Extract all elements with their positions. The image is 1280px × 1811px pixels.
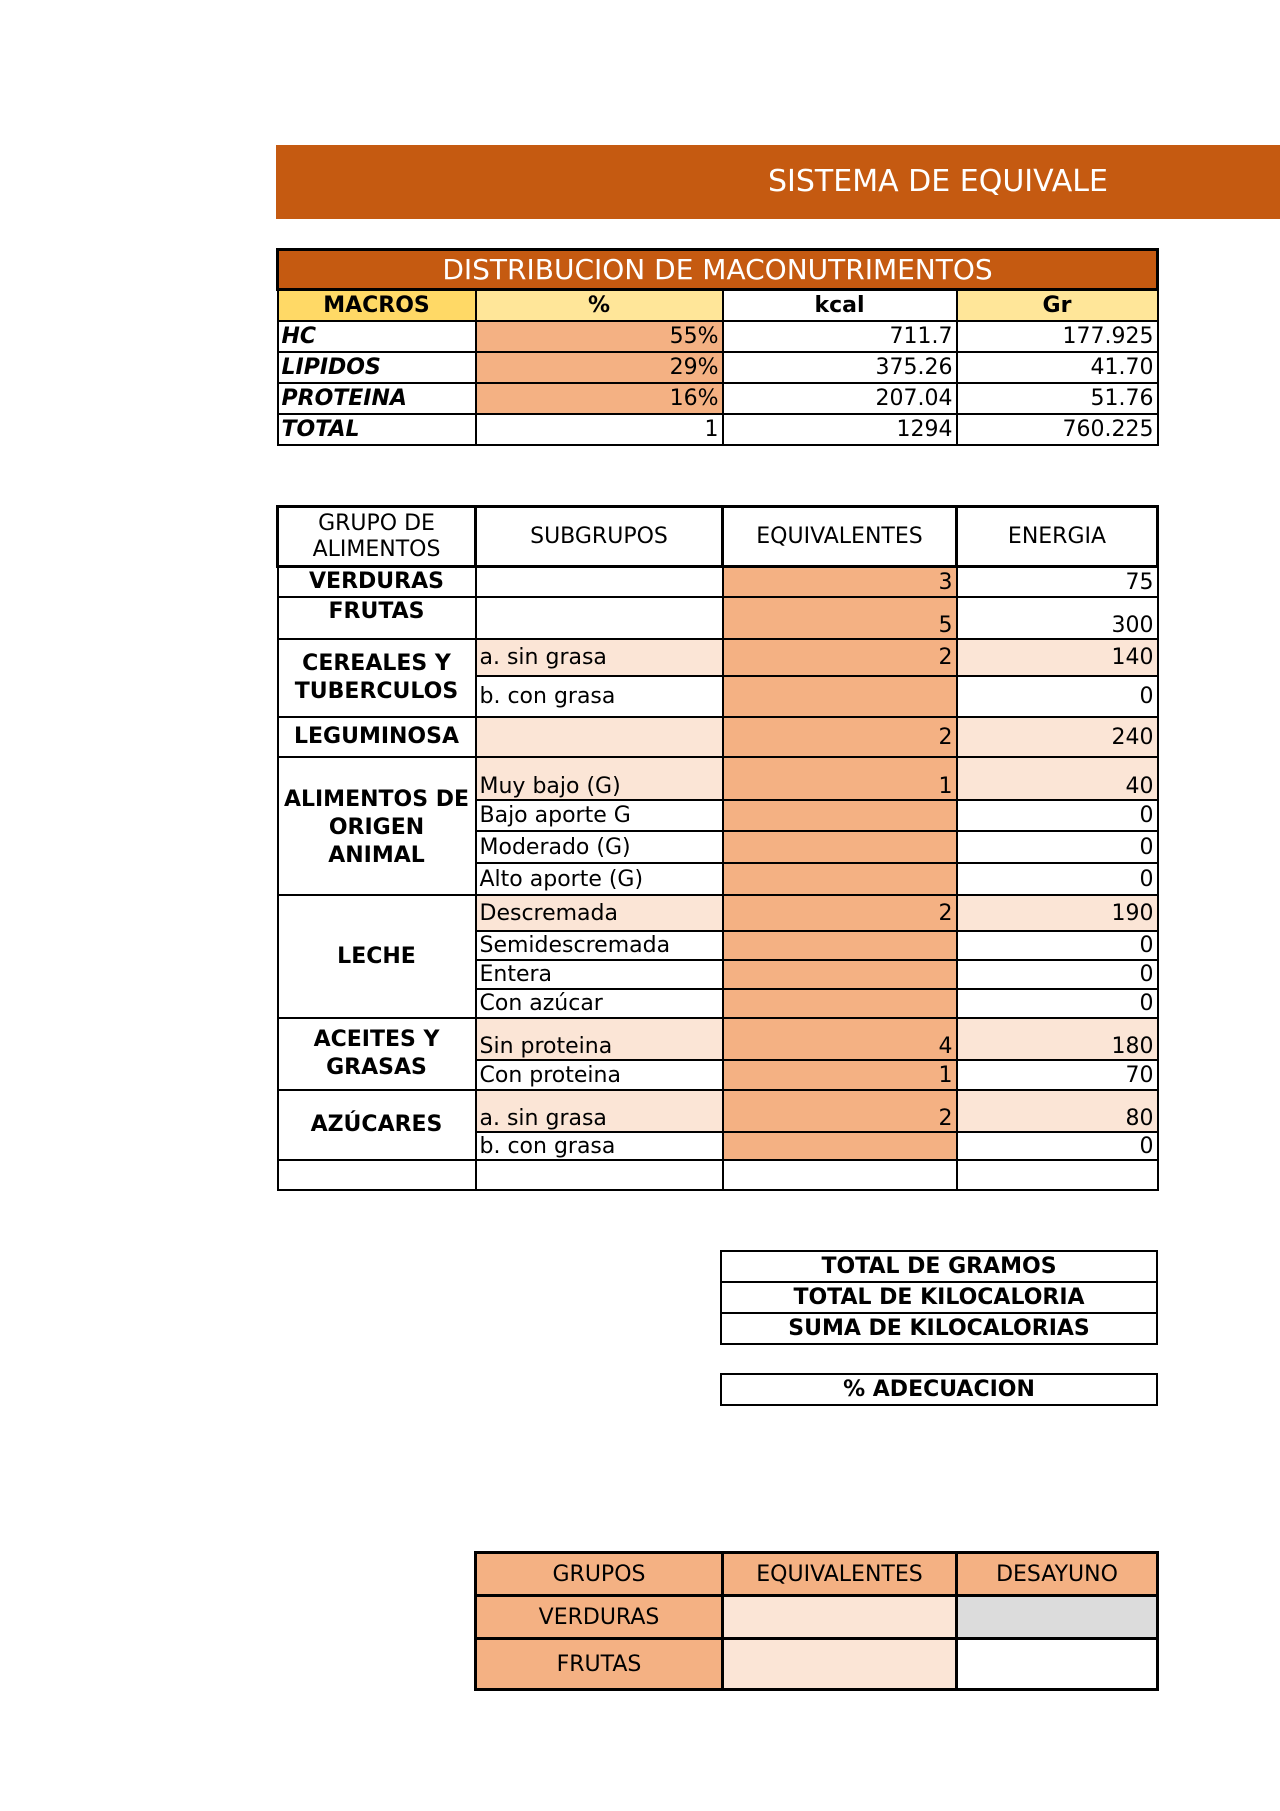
- meal-group-cell: VERDURAS: [476, 1596, 723, 1639]
- equivalents-cell[interactable]: 2: [723, 717, 957, 757]
- macro-gr: 760.225: [957, 414, 1158, 445]
- table-row: [476, 1639, 1158, 1690]
- table-row: [278, 597, 1158, 639]
- energy-cell: 75: [957, 567, 1158, 598]
- macro-kcal: 375.26: [723, 352, 957, 383]
- group-header: GRUPO DE ALIMENTOS: [278, 507, 476, 567]
- equivalents-cell[interactable]: 2: [723, 639, 957, 676]
- subgroup-cell: Entera: [476, 960, 723, 989]
- header-banner: [276, 145, 1280, 219]
- energy-cell: 0: [957, 800, 1158, 831]
- table-row: [278, 639, 1158, 676]
- subgroup-cell: Descremada: [476, 895, 723, 931]
- suma-kilocalorias-label: SUMA DE KILOCALORIAS: [721, 1313, 1157, 1344]
- equivalents-cell[interactable]: [723, 931, 957, 960]
- equivalents-cell[interactable]: 2: [723, 895, 957, 931]
- group-origen-animal: ALIMENTOS DE ORIGEN ANIMAL: [278, 757, 476, 895]
- table-row: [476, 1596, 1158, 1639]
- group-leguminosa: LEGUMINOSA: [278, 717, 476, 757]
- empty-cell: [476, 1160, 723, 1190]
- empty-cell: [278, 1160, 476, 1190]
- subgroup-cell: b. con grasa: [476, 676, 723, 717]
- equivalents-cell[interactable]: [723, 1132, 957, 1160]
- desayuno-header: DESAYUNO: [957, 1553, 1158, 1596]
- macro-pct: 1: [476, 414, 723, 445]
- macro-gr: 41.70: [957, 352, 1158, 383]
- meal-desayuno-cell[interactable]: [957, 1596, 1158, 1639]
- table-row: [278, 757, 1158, 800]
- meal-desayuno-cell[interactable]: [957, 1639, 1158, 1690]
- subgroup-cell: Semidescremada: [476, 931, 723, 960]
- pct-header: %: [476, 290, 723, 321]
- subgroup-cell: b. con grasa: [476, 1132, 723, 1160]
- meal-equivalents-cell[interactable]: [723, 1639, 957, 1690]
- equivalentes-header: EQUIVALENTES: [723, 1553, 957, 1596]
- subgroup-cell: Con azúcar: [476, 989, 723, 1018]
- equivalents-cell[interactable]: [723, 676, 957, 717]
- subgroup-cell: [476, 717, 723, 757]
- table-row: [278, 1090, 1158, 1132]
- subgroup-cell: Alto aporte (G): [476, 863, 723, 895]
- table-row: [278, 1160, 1158, 1190]
- subgroup-header: SUBGRUPOS: [476, 507, 723, 567]
- macro-name: TOTAL: [278, 414, 476, 445]
- table-row: [278, 383, 1158, 414]
- table-row: [278, 1018, 1158, 1060]
- table-row: [278, 717, 1158, 757]
- table-row: [278, 567, 1158, 598]
- subgroup-cell: a. sin grasa: [476, 639, 723, 676]
- energy-cell: 140: [957, 639, 1158, 676]
- subgroup-cell: Sin proteina: [476, 1018, 723, 1060]
- energy-cell: 0: [957, 931, 1158, 960]
- group-frutas: FRUTAS: [278, 597, 476, 639]
- energy-cell: 240: [957, 717, 1158, 757]
- energy-cell: 0: [957, 831, 1158, 863]
- macro-name: LIPIDOS: [278, 352, 476, 383]
- subgroup-cell: [476, 567, 723, 598]
- equivalents-cell[interactable]: 2: [723, 1090, 957, 1132]
- table-row: [278, 895, 1158, 931]
- energy-header: ENERGIA: [957, 507, 1158, 567]
- energy-cell: 0: [957, 1132, 1158, 1160]
- empty-cell: [957, 1160, 1158, 1190]
- subgroup-cell: Bajo aporte G: [476, 800, 723, 831]
- macro-gr: 177.925: [957, 321, 1158, 352]
- subgroup-cell: Moderado (G): [476, 831, 723, 863]
- energy-cell: 300: [957, 597, 1158, 639]
- gr-header: Gr: [957, 290, 1158, 321]
- energy-cell: 0: [957, 863, 1158, 895]
- macros-table: [276, 248, 1159, 446]
- energy-cell: 0: [957, 676, 1158, 717]
- macro-gr: 51.76: [957, 383, 1158, 414]
- macro-kcal: 207.04: [723, 383, 957, 414]
- equivalents-cell[interactable]: [723, 800, 957, 831]
- macros-title: DISTRIBUCION DE MACONUTRIMENTOS: [278, 250, 1158, 290]
- equivalents-cell[interactable]: 1: [723, 757, 957, 800]
- subgroup-cell: [476, 597, 723, 639]
- equivalents-cell[interactable]: 5: [723, 597, 957, 639]
- meal-distribution-table: [474, 1551, 1159, 1691]
- energy-cell: 0: [957, 989, 1158, 1018]
- equivalents-cell[interactable]: [723, 960, 957, 989]
- subgroup-cell: Con proteina: [476, 1060, 723, 1090]
- adecuacion-table: [720, 1373, 1158, 1406]
- equivalents-cell[interactable]: 4: [723, 1018, 957, 1060]
- energy-cell: 180: [957, 1018, 1158, 1060]
- table-row: [278, 321, 1158, 352]
- macro-pct[interactable]: 16%: [476, 383, 723, 414]
- totals-table: [720, 1250, 1158, 1345]
- total-kilocaloria-label: TOTAL DE KILOCALORIA: [721, 1282, 1157, 1313]
- group-aceites: ACEITES Y GRASAS: [278, 1018, 476, 1090]
- group-azucares: AZÚCARES: [278, 1090, 476, 1160]
- grupos-header: GRUPOS: [476, 1553, 723, 1596]
- energy-cell: 190: [957, 895, 1158, 931]
- equivalents-cell[interactable]: [723, 831, 957, 863]
- macros-header: MACROS: [278, 290, 476, 321]
- adecuacion-label: % ADECUACION: [721, 1374, 1157, 1405]
- equivalents-cell[interactable]: [723, 989, 957, 1018]
- meal-group-cell: FRUTAS: [476, 1639, 723, 1690]
- macro-kcal: 1294: [723, 414, 957, 445]
- equivalents-header: EQUIVALENTES: [723, 507, 957, 567]
- macro-kcal: 711.7: [723, 321, 957, 352]
- subgroup-cell: a. sin grasa: [476, 1090, 723, 1132]
- equivalents-cell[interactable]: 1: [723, 1060, 957, 1090]
- table-row: [278, 352, 1158, 383]
- equivalents-cell[interactable]: 3: [723, 567, 957, 598]
- total-gramos-label: TOTAL DE GRAMOS: [721, 1251, 1157, 1282]
- group-cereales: CEREALES Y TUBERCULOS: [278, 639, 476, 717]
- energy-cell: 40: [957, 757, 1158, 800]
- group-leche: LECHE: [278, 895, 476, 1018]
- macro-pct[interactable]: 55%: [476, 321, 723, 352]
- macro-name: HC: [278, 321, 476, 352]
- subgroup-cell: Muy bajo (G): [476, 757, 723, 800]
- page-title: SISTEMA DE EQUIVALE: [768, 164, 1108, 199]
- meal-equivalents-cell[interactable]: [723, 1596, 957, 1639]
- energy-cell: 80: [957, 1090, 1158, 1132]
- kcal-header: kcal: [723, 290, 957, 321]
- equivalents-cell[interactable]: [723, 863, 957, 895]
- table-row: [278, 414, 1158, 445]
- macro-pct[interactable]: 29%: [476, 352, 723, 383]
- group-verduras: VERDURAS: [278, 567, 476, 598]
- food-groups-table: [276, 505, 1159, 1191]
- energy-cell: 70: [957, 1060, 1158, 1090]
- empty-cell: [723, 1160, 957, 1190]
- macro-name: PROTEINA: [278, 383, 476, 414]
- energy-cell: 0: [957, 960, 1158, 989]
